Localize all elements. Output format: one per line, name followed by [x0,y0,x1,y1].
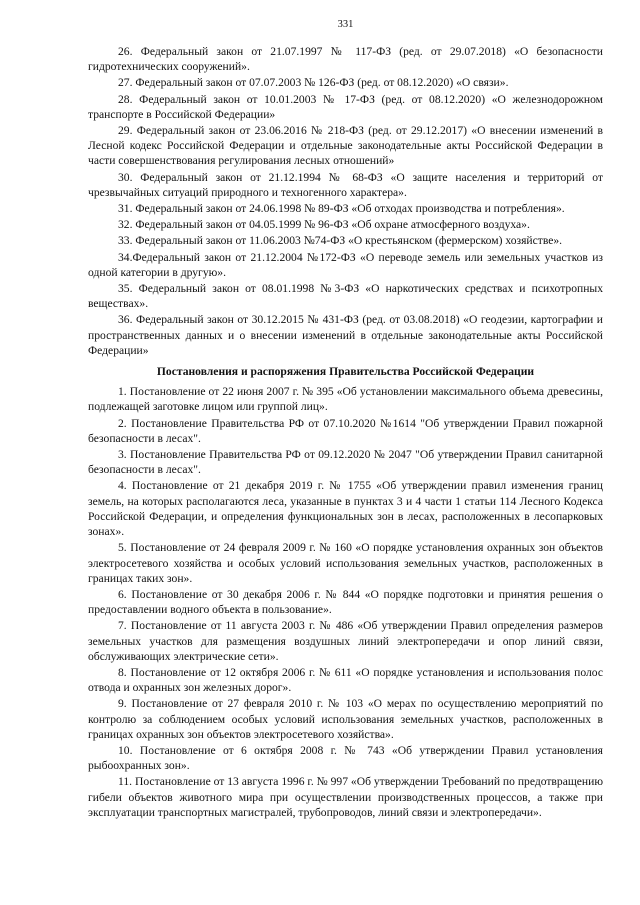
government-resolutions-list [88,384,603,820]
list-item: 32. Федеральный закон от 04.05.1999 № 96-ФЗ «Об охране атмосферного воздуха». [118,218,530,232]
list-item: 1. Постановление от 22 июня 2007 г. № 395 «Об установлении максимального объема древесины, подлежащей заготовке лицом или группой лиц». [88,385,603,414]
list-item: 8. Постановление от 12 октября 2006 г. № 611 «О порядке установления и использования полос отвода и охранных зон железных дорог». [88,665,603,695]
list-item: 36. Федеральный закон от 30.12.2015 № 431-ФЗ (ред. от 03.08.2018) «О геодезии, картографии и пространственных данных и о внесении изменений в отдельные законодательные акты Российской Федерации» [88,313,603,357]
federal-laws-list [88,44,603,358]
list-item: 26. Федеральный закон от 21.07.1997 № 117-ФЗ (ред. от 29.07.2018) «О безопасности гидротехнических сооружений». [88,45,603,74]
list-item: 35. Федеральный закон от 08.01.1998 №3-ФЗ «О наркотических средствах и психотропных веществах». [88,282,603,311]
list-item: 7. Постановление от 11 августа 2003 г. № 486 «Об утверждении Правил определения размеров земельных участков для размещения воздушных линий электропередачи и опор линий связи, обслуживающих электрические сети». [88,619,603,663]
list-item: 29. Федеральный закон от 23.06.2016 № 218-ФЗ (ред. от 29.12.2017) «О внесении изменений в Лесной кодекс Российской Федерации и отдельные законодательные акты Российской Федерации в части совершенствования регулирования лесных отношений» [88,124,603,168]
section-heading: Постановления и распоряжения Правительства Российской Федерации [156,365,535,379]
list-item: 10. Постановление от 6 октября 2008 г. № 743 «Об утверждении Правил установления рыбоохранных зон». [88,743,603,773]
list-item: 6. Постановление от 30 декабря 2006 г. № 844 «О порядке подготовки и принятия решения о предоставлении водного объекта в пользование». [88,587,603,617]
list-item: 2. Постановление Правительства РФ от 07.10.2020 №1614 "Об утверждении Правил пожарной безопасности в лесах". [88,416,603,445]
list-item: 3. Постановление Правительства РФ от 09.12.2020 № 2047 "Об утверждении Правил санитарной безопасности в лесах". [88,448,603,477]
list-item: 4. Постановление от 21 декабря 2019 г. № 1755 «Об утверждении правил изменения границ земель, на которых располагаются леса, указанные в пунктах 3 и 4 части 1 статьи 114 Лесного Кодекса Российской Федерации, и определения функциональных зон в лесах, расположенных в лесопарковых зонах». [88,479,603,539]
page-number: 331 [337,19,354,30]
list-item: 31. Федеральный закон от 24.06.1998 № 89-ФЗ «Об отходах производства и потребления». [118,202,565,216]
list-item: 34.Федеральный закон от 21.12.2004 №172-ФЗ «О переводе земель или земельных участков из одной категории в другую». [88,250,603,279]
document-page [88,18,603,821]
list-item: 28. Федеральный закон от 10.01.2003 № 17-ФЗ (ред. от 08.12.2020) «О железнодорожном транспорте в Российской Федерации» [88,92,603,121]
list-item: 33. Федеральный закон от 11.06.2003 №74-ФЗ «О крестьянском (фермерском) хозяйстве». [118,234,563,248]
list-item: 30. Федеральный закон от 21.12.1994 № 68-ФЗ «О защите населения и территорий от чрезвычайных ситуаций природного и техногенного характера». [88,170,603,199]
list-item: 5. Постановление от 24 февраля 2009 г. № 160 «О порядке установления охранных зон объектов электросетевого хозяйства и особых условий использования земельных участков, расположенных в границах таких зон». [88,541,603,585]
list-item: 27. Федеральный закон от 07.07.2003 № 126-ФЗ (ред. от 08.12.2020) «О связи». [118,76,509,90]
list-item: 9. Постановление от 27 февраля 2010 г. № 103 «О мерах по осуществлению мероприятий по контролю за соблюдением особых условий использования земельных участков, расположенных в границах охранных зон объектов электросетевого хозяйства». [88,697,603,741]
list-item: 11. Постановление от 13 августа 1996 г. № 997 «Об утверждении Требований по предотвращению гибели объектов животного мира при осуществлении производственных процессов, а также при эксплуатации транспортных магистралей, трубопроводов, линий связи и электропередачи». [88,775,603,819]
